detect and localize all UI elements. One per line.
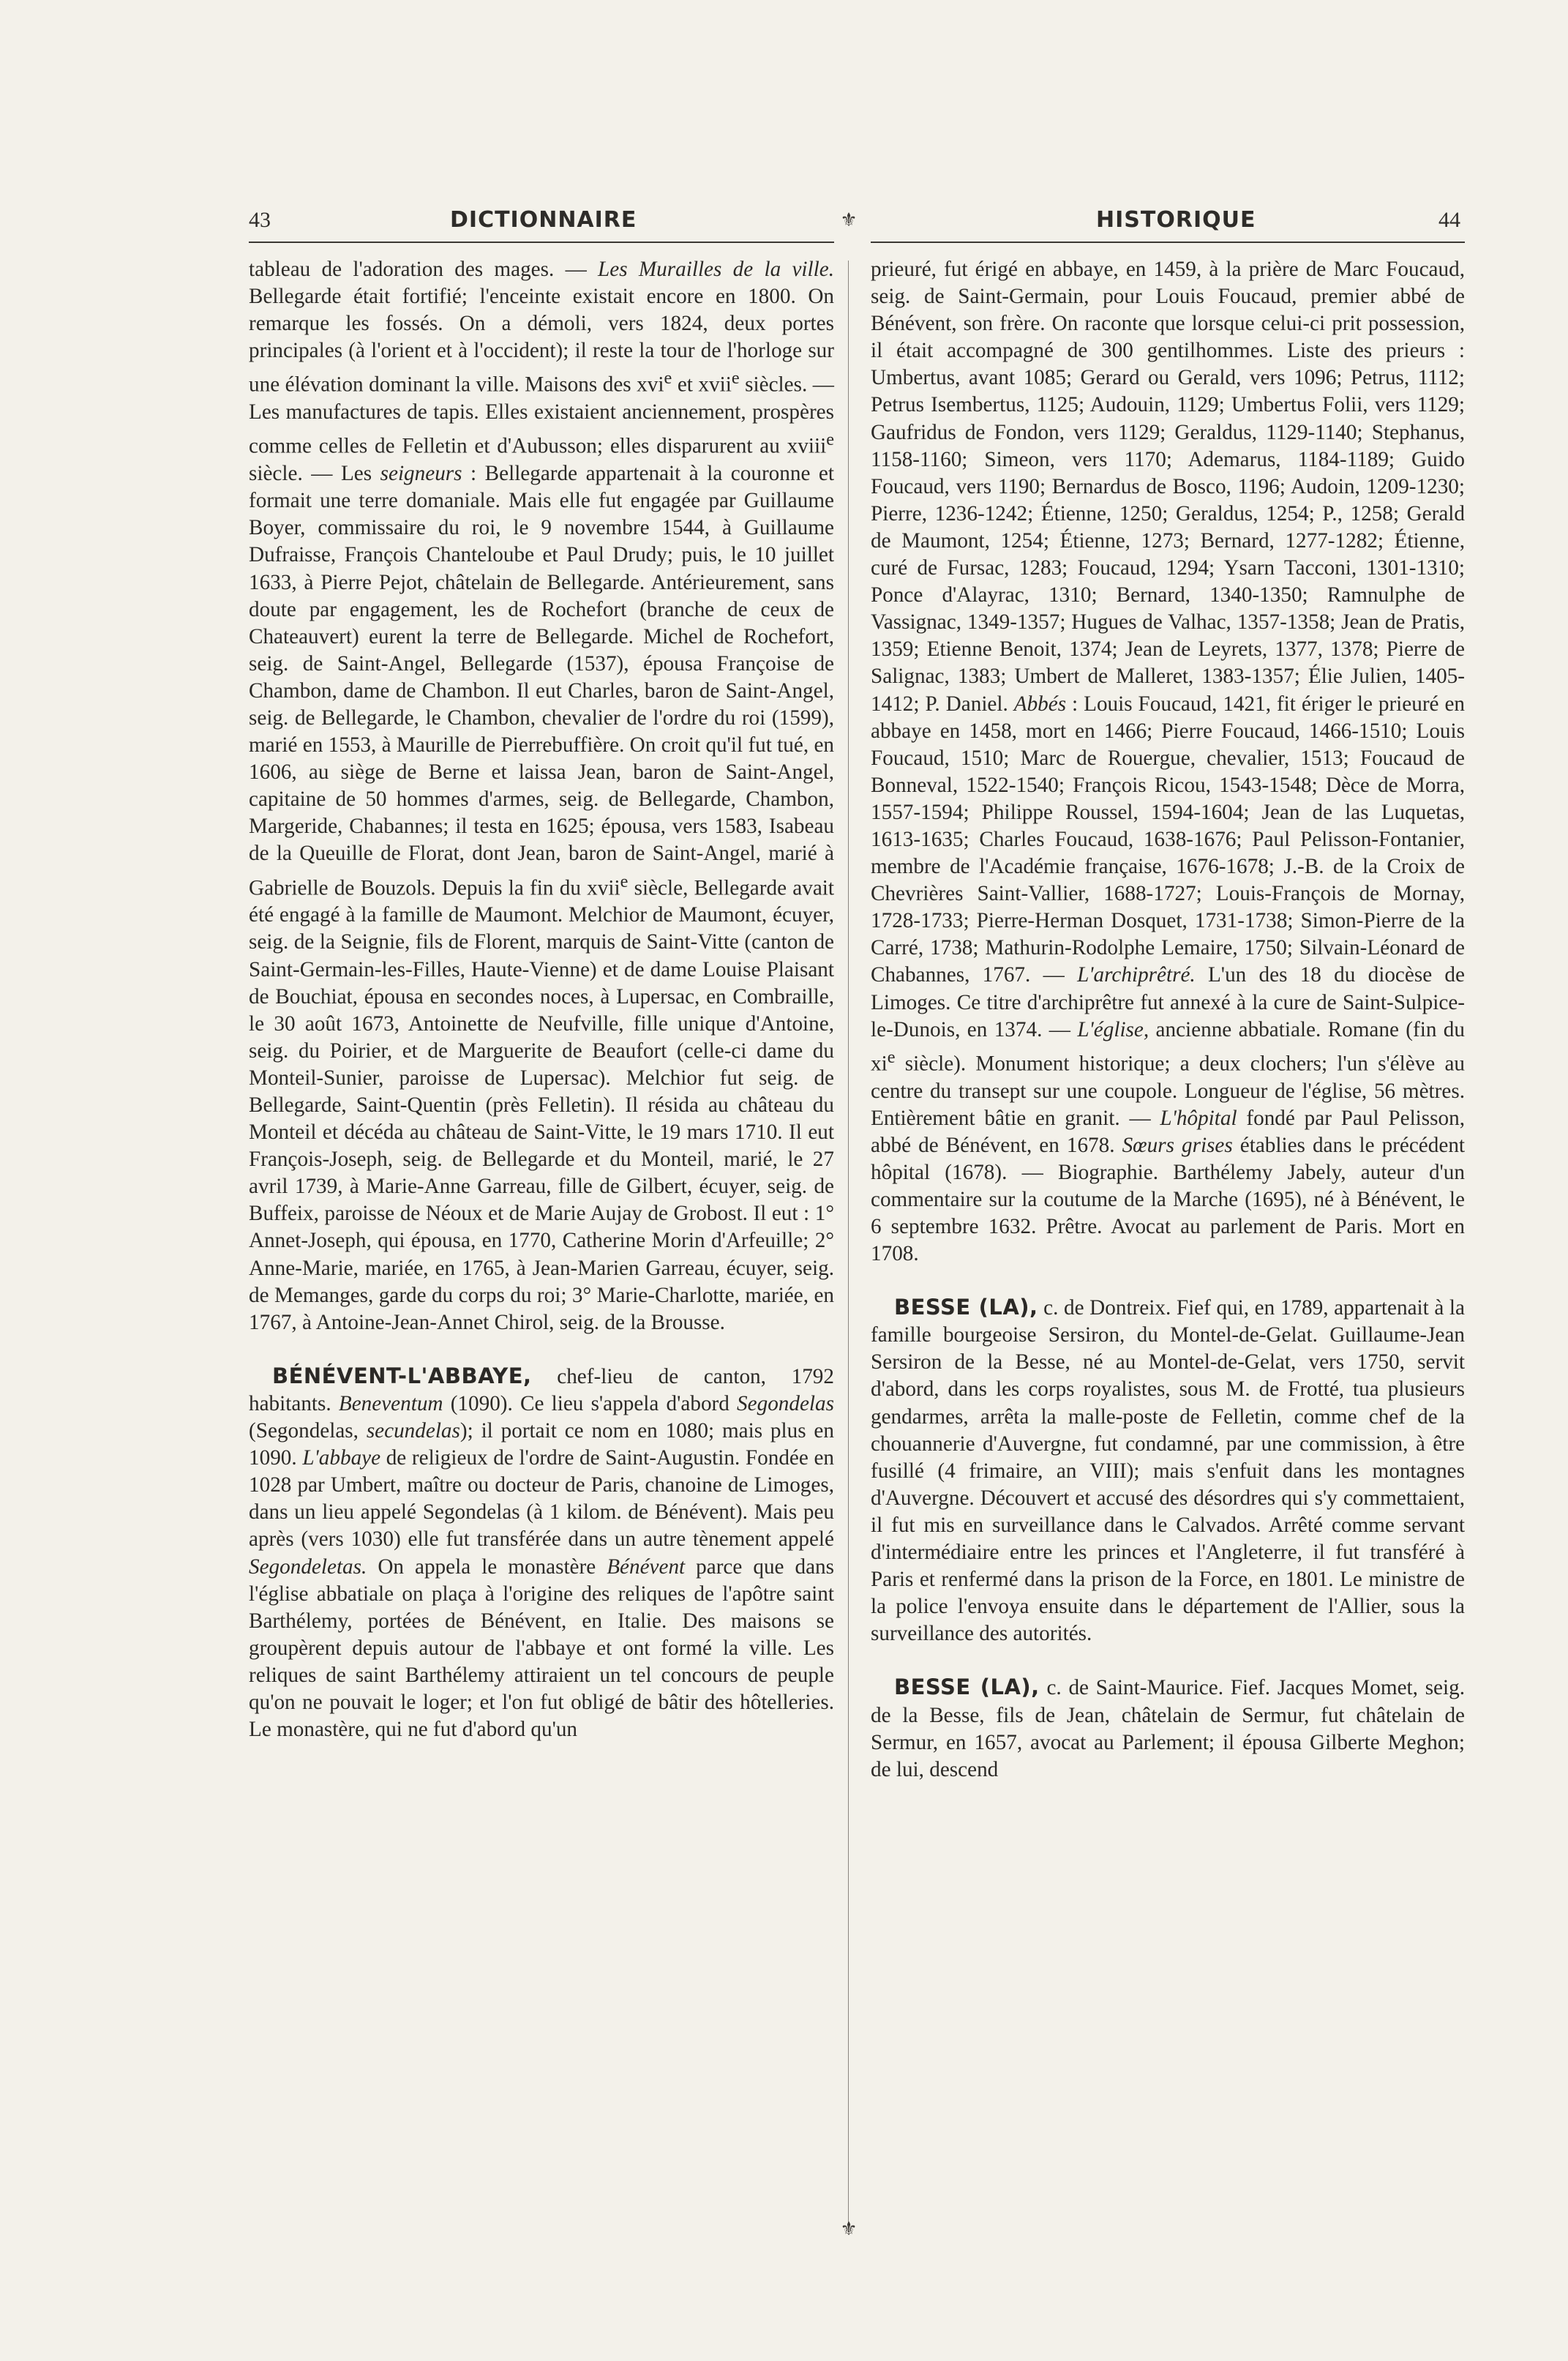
headword: BÉNÉVENT-L'ABBAYE,	[272, 1363, 532, 1388]
column-divider	[848, 261, 849, 2229]
entry-benevent-l-abbaye: BÉNÉVENT-L'ABBAYE, chef-lieu de canton, 1792 habitants. Beneventum (1090). Ce lieu s'appela d'abord Segondelas (Segondelas, secundelas); il portait ce nom en 1080; mais plus en 1090. L'abbaye de religieux de l'ordre de Saint-Augustin. Fondée en 1028 par Umbert, maître ou docteur de Paris, chanoine de Limoges, dans un lieu appelé Segondelas (à 1 kilom. de Bénévent). Mais peu après (vers 1030) elle fut transférée dans un autre tènement appelé Segondeletas. On appela le monastère Bénévent parce que dans l'église abbatiale on plaça à l'origine des reliques de l'apôtre saint Barthélemy, portées de Bénévent, en Italie. Des maisons se groupèrent depuis autour de l'abbaye et ont formé la ville. Les reliques de saint Barthélemy attiraient un tel concours de peuple qu'on ne pouvait le loger; et l'on fut obligé de bâtir des hôtelleries. Le monastère, qui ne fut d'abord qu'un	[249, 1363, 835, 1742]
entry-besse-saint-maurice: BESSE (LA), c. de Saint-Maurice. Fief. Jacques Momet, seig. de la Besse, fils de Jean, châtelain de Sermur, fut châtelain de Sermur, en 1657, avocat au Parlement; il épousa Gilberte Meghon; de lui, descend	[871, 1675, 1466, 1781]
headword: BESSE (LA),	[894, 1295, 1038, 1320]
left-column	[249, 256, 834, 1743]
header-rule-left	[249, 242, 834, 243]
bottom-fleuron-icon: ⚜	[840, 2218, 858, 2240]
header-rule-right	[871, 242, 1465, 243]
left-running-title: DICTIONNAIRE	[450, 207, 637, 233]
right-running-title: HISTORIQUE	[1096, 207, 1256, 233]
right-column	[871, 256, 1465, 1784]
entry-besse-dontreix: BESSE (LA), c. de Dontreix. Fief qui, en 1789, appartenait à la famille bourgeoise Sersiron, du Montel-de-Gelat. Guillaume-Jean Sersiron de la Besse, né au Montel-de-Gelat, vers 1750, servit d'abord, dans les corps royalistes, sous M. de Frotté, tua plusieurs gendarmes, arrêta la malle-poste de Felletin, comme chef de la chouannerie d'Auvergne, fut condamné, par une commission, à être fusillé (4 frimaire, an VIII); mais s'enfuit dans les montagnes d'Auvergne. Découvert et accusé des désordres qui s'y commettaient, il fut mis en surveillance dans le Calvados. Arrêté comme servant d'intermédiaire entre les princes et l'Angleterre, il fut transféré à Paris et renfermé dans la prison de la Force, en 1801. Le ministre de la police l'envoya ensuite dans le département de l'Allier, sous la surveillance des autorités.	[871, 1295, 1465, 1646]
bellegarde-continuation: tableau de l'adoration des mages. — Les Murailles de la ville. Bellegarde était fortifié; l'enceinte existait encore en 1800. On remarque les fossés. On a démoli, vers 1824, deux portes principales (à l'orient et à l'occident); il reste la tour de l'horloge sur une élévation dominant la ville. Maisons des xvi$^e$ et xvii$^e$ siècles. — Les manufactures de tapis. Elles existaient anciennement, prospères comme celles de Felletin et d'Aubusson; elles disparurent au xviii$^e$ siècle. — Les seigneurs : Bellegarde appartenait à la couronne et formait une terre domaniale. Mais elle fut engagée par Guillaume Boyer, commissaire du roi, le 9 novembre 1544, à Guillaume Dufraisse, François Chanteloube et Paul Drudy; puis, le 10 juillet 1633, à Pierre Pejot, châtelain de Bellegarde. Antérieurement, sans doute par engagement, les de Rochefort (branche de ceux de Chateauvert) eurent la terre de Bellegarde. Michel de Rochefort, seig. de Saint-Angel, Bellegarde (1537), épousa Françoise de Chambon, dame de Chambon. Il eut Charles, baron de Saint-Angel, seig. de Bellegarde, le Chambon, chevalier de l'ordre du roi (1599), marié en 1553, à Maurille de Pierrebuffière. On croit qu'il fut tué, en 1606, au siège de Berne et laissa Jean, baron de Saint-Angel, capitaine de 50 hommes d'armes, seig. de Bellegarde, Chambon, Margeride, Chabannes; il testa en 1625; épousa, vers 1583, Isabeau de la Queuille de Florat, dont Jean, baron de Saint-Angel, marié à Gabrielle de Bouzols. Depuis la fin du xvii$^e$ siècle, Bellegarde avait été engagé à la famille de Maumont. Melchior de Maumont, écuyer, seig. de la Seignie, fils de Florent, marquis de Saint-Vitte (canton de Saint-Germain-les-Filles, Haute-Vienne) et de dame Louise Plaisant de Bouchiat, épousa en secondes noces, à Lupersac, en Combraille, le 30 août 1673, Antoinette de Neufville, fille unique d'Antoine, seig. du Poirier, et de Marguerite de Beaufort (celle-ci dame du Monteil-Sunier, paroisse de Lupersac). Melchior fut seig. de Bellegarde, Saint-Quentin (près Felletin). Il résida au château du Monteil et décéda au château de Saint-Vitte, le 19 mars 1710. Il eut François-Joseph, seig. de Bellegarde et du Monteil, marié, le 27 avril 1739, à Marie-Anne Garreau, fille de Gilbert, écuyer, seig. de Buffeix, paroisse de Néoux et de Marie Aujay de Grobost. Il eut : 1° Annet-Joseph, qui épousa, en 1770, Catherine Morin d'Arfeuille; 2° Anne-Marie, mariée, en 1765, à Jean-Marien Garreau, écuyer, seig. de Memanges, garde du corps du roi; 3° Marie-Charlotte, mariée, en 1767, à Antoine-Jean-Annet Chirol, seig. de la Brousse.	[249, 258, 834, 1334]
headword: BESSE (LA),	[894, 1675, 1040, 1700]
fleuron-icon: ⚜	[840, 209, 858, 231]
right-page-number: 44	[1438, 208, 1460, 232]
benevent-continuation: prieuré, fut érigé en abbaye, en 1459, à la prière de Marc Foucaud, seig. de Saint-Germain, pour Louis Foucaud, premier abbé de Bénévent, son frère. On raconte que lorsque celui-ci prit possession, il était accompagné de 300 gentilhommes. Liste des prieurs : Umbertus, avant 1085; Gerard ou Gerald, vers 1096; Petrus, 1112; Petrus Isembertus, 1125; Audouin, 1129; Umbertus Folii, vers 1129; Gaufridus de Fondon, vers 1129; Geraldus, 1129-1140; Stephanus, 1158-1160; Simeon, vers 1170; Ademarus, 1184-1189; Guido Foucaud, vers 1190; Bernardus de Bosco, 1196; Audoin, 1209-1230; Pierre, 1236-1242; Étienne, 1250; Geraldus, 1254; P., 1258; Gerald de Maumont, 1254; Étienne, 1273; Bernard, 1277-1282; Étienne, curé de Fursac, 1283; Foucaud, 1294; Ysarn Tacconi, 1301-1310; Ponce d'Alayrac, 1310; Bernard, 1340-1350; Ramnulphe de Vassignac, 1349-1357; Hugues de Valhac, 1357-1358; Jean de Pratis, 1359; Etienne Benoit, 1374; Jean de Leyrets, 1377, 1378; Pierre de Salignac, 1383; Umbert de Malleret, 1383-1357; Élie Julien, 1405-1412; P. Daniel. Abbés : Louis Foucaud, 1421, fit ériger le prieuré en abbaye en 1458, mort en 1466; Pierre Foucaud, 1466-1510; Louis Foucaud, 1510; Marc de Rouergue, chevalier, 1513; Foucaud de Bonneval, 1522-1540; François Ricou, 1543-1548; Dèce de Morra, 1557-1594; Philippe Roussel, 1594-1604; Jean de las Luquetas, 1613-1635; Charles Foucaud, 1638-1676; Paul Pelisson-Fontanier, membre de l'Académie française, 1676-1678; J.-B. de la Croix de Chevrières Saint-Vallier, 1688-1727; Louis-François de Mornay, 1728-1733; Pierre-Herman Dosquet, 1731-1738; Simon-Pierre de la Carré, 1738; Mathurin-Rodolphe Lemaire, 1750; Silvain-Léonard de Chabannes, 1767. — L'archiprêtré. L'un des 18 du diocèse de Limoges. Ce titre d'archiprêtre fut annexé à la cure de Saint-Sulpice-le-Dunois, en 1374. — L'église, ancienne abbatiale. Romane (fin du $xi^e$ siècle). Monument historique; a deux clochers; l'un s'élève au centre du transept sur une coupole. Longueur de l'église, 56 mètres. Entièrement bâtie en granit. — L'hôpital fondé par Paul Pelisson, abbé de Bénévent, en 1678. Sœurs grises établies dans le précédent hôpital (1678). — Biographie. Barthélemy Jabely, auteur d'un commentaire sur la coutume de la Marche (1695), né à Bénévent, le 6 septembre 1632. Prêtre. Avocat au parlement de Paris. Mort en 1708.	[871, 258, 1466, 1266]
left-page-number: 43	[249, 208, 271, 232]
